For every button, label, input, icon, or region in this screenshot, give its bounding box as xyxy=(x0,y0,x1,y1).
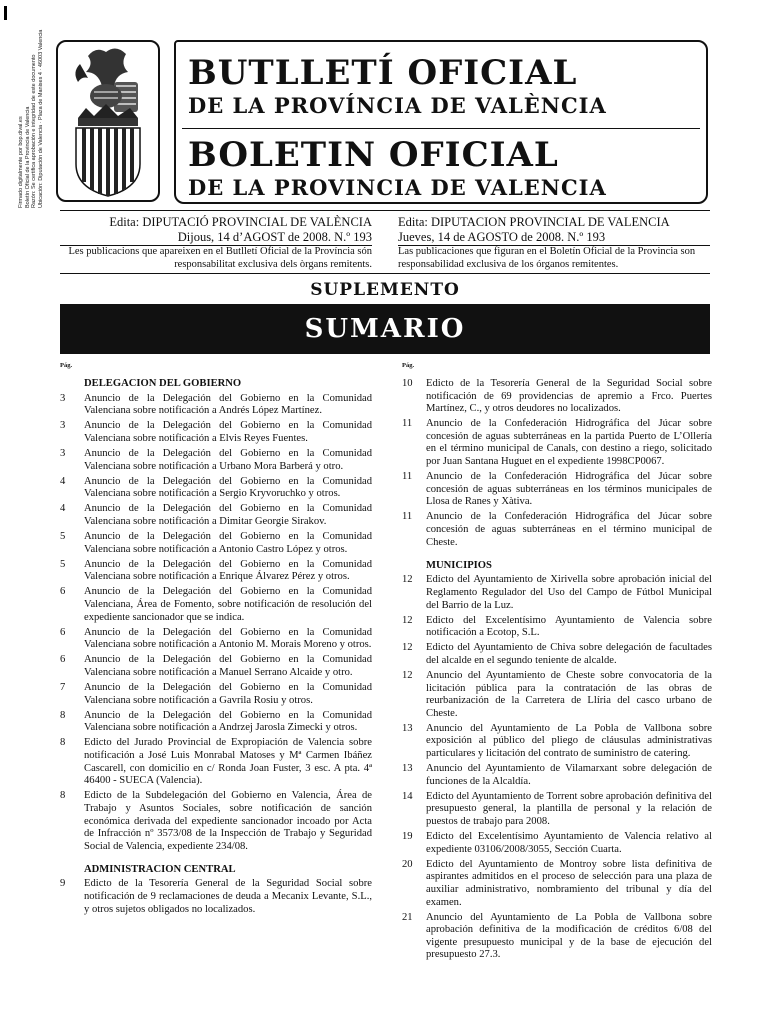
entry-page-number: 5 xyxy=(60,531,66,543)
entry-description: Anuncio de la Confederación Hidrográfica del Júcar sobre concesión de aguas subterráneas en la partida Puerto de L’Ollería en el término municipal de Canals, con destino a riego, solicitado por Juan Santana Huguet en el expediente 1998CP0067. xyxy=(426,418,712,468)
entry-description: Anuncio de la Confederación Hidrográfica del Júcar sobre concesión de aguas subterráneas en los términos municipales de Llosa de Ranes y Xàtiva. xyxy=(426,471,712,508)
summary-entry xyxy=(60,420,372,445)
summary-entry xyxy=(60,737,372,787)
entry-page-number: 4 xyxy=(60,475,66,487)
supplement-heading: SUPLEMENTO xyxy=(310,280,460,300)
summary-entry xyxy=(60,627,372,652)
entry-description: Edicto del Ayuntamiento de Xirivella sobre aprobación inicial del Reglamento Regulador del Uso del Campo de Fútbol Municipal del Barrio de la Luz. xyxy=(426,574,712,611)
summary-entry xyxy=(402,642,712,667)
section-heading: DELEGACION DEL GOBIERNO xyxy=(84,378,242,389)
publisher-line: Edita: DIPUTACIÓ PROVINCIAL DE VALÈNCIA xyxy=(109,215,372,229)
summary-entry xyxy=(60,586,372,624)
masthead-divider xyxy=(182,128,700,129)
summary-entry xyxy=(402,615,712,640)
summary-entry xyxy=(402,791,712,829)
summary-entry xyxy=(60,559,372,584)
entry-page-number: 21 xyxy=(402,911,413,923)
summary-entry xyxy=(402,574,712,612)
entry-page-number: 8 xyxy=(60,709,66,721)
summary-entry xyxy=(60,654,372,679)
note-bottom-rule xyxy=(60,273,710,274)
summary-entry xyxy=(60,878,372,916)
summary-column-left xyxy=(60,378,372,919)
entry-description: Anuncio de la Delegación del Gobierno en la Comunidad Valenciana sobre notificación a Andrzej Jarosla Zimecki y otros. xyxy=(84,709,372,734)
summary-column-right xyxy=(402,378,712,965)
entry-description: Anuncio de la Delegación del Gobierno en la Comunidad Valenciana sobre notificación a Sergio Kryvoruchko y otros. xyxy=(84,475,372,500)
summary-entry xyxy=(402,670,712,720)
entry-page-number: 8 xyxy=(60,790,66,802)
entry-page-number: 7 xyxy=(60,682,66,694)
entry-page-number: 11 xyxy=(402,418,413,430)
coat-of-arms xyxy=(56,40,160,202)
signature-line: Boletín Oficial de la Provincia de Valencia xyxy=(24,106,31,208)
summary-entry xyxy=(60,393,372,418)
entry-page-number: 3 xyxy=(60,392,66,404)
entry-page-number: 5 xyxy=(60,558,66,570)
issue-date: Jueves, 14 de AGOSTO de 2008. N.º 193 xyxy=(398,230,606,244)
summary-entry xyxy=(402,912,712,962)
entry-description: Anuncio de la Confederación Hidrográfica del Júcar sobre concesión de aguas subterráneas en el término municipal de Cheste. xyxy=(426,511,712,548)
summary-entry xyxy=(402,511,712,549)
entry-description: Edicto del Jurado Provincial de Expropiación de Valencia sobre notificación a José Luis Monrabal Matoses y Mª Carmen Ibáñez Cascarell, con domicilio en c/ Ronda Joan Fuster, 3 esc. A pta. 4ª 46400 - SUECA (Valencia). xyxy=(84,737,372,787)
header-rule xyxy=(60,210,710,211)
entry-description: Anuncio de la Delegación del Gobierno en la Comunidad Valenciana sobre notificación a Enrique Álvarez Pérez y otros. xyxy=(84,558,372,583)
summary-entry xyxy=(402,418,712,468)
section-heading: ADMINISTRACION CENTRAL xyxy=(84,863,236,875)
entry-description: Anuncio de la Delegación del Gobierno en la Comunidad Valenciana sobre notificación a Dimitar Georgie Sirakov. xyxy=(84,503,372,527)
entry-page-number: 20 xyxy=(402,858,413,870)
summary-entry xyxy=(60,790,372,853)
entry-page-number: 3 xyxy=(60,420,66,432)
signature-line: Razón: Se certifica aprobación e integridad de este documento xyxy=(31,54,37,208)
summary-entry xyxy=(60,476,372,501)
summary-entry xyxy=(402,763,712,788)
entry-description: Anuncio de la Delegación del Gobierno en la Comunidad Valenciana sobre notificación a Manuel Serrano Alcaide y otro. xyxy=(84,654,372,678)
entry-page-number: 14 xyxy=(402,790,413,802)
section-spacer xyxy=(402,552,712,560)
responsibility-note-spanish: Las publicaciones que figuran en el Boletín Oficial de la Provincia son responsabilidad exclusiva de los órganos remitentes. xyxy=(398,246,696,270)
entry-page-number: 11 xyxy=(402,471,413,483)
entry-description: Edicto del Excelentísimo Ayuntamiento de Valencia relativo al expediente 03106/2008/3055, Sección Cuarta. xyxy=(426,831,712,855)
page-column-label: Pág. xyxy=(60,362,73,369)
crop-mark xyxy=(4,6,7,20)
entry-description: Anuncio de la Delegación del Gobierno en la Comunidad Valenciana sobre notificación a Antonio M. Morais Moreno y otros. xyxy=(84,626,372,651)
entry-description: Edicto del Ayuntamiento de Chiva sobre delegación de facultades del alcalde en el segundo teniente de alcalde. xyxy=(426,642,712,666)
masthead-subtitle-valencian: DE LA PROVÍNCIA DE VALÈNCIA xyxy=(188,93,607,118)
entry-description: Edicto del Ayuntamiento de Montroy sobre lista definitiva de aspirantes admitidos en el proceso de selección para una plaza de auxiliar administrativo, nombramiento del tribunal y día del examen. xyxy=(426,858,712,908)
entry-description: Anuncio del Ayuntamiento de Cheste sobre convocatoria de la licitación pública para la contratación de las obras de reurbanización de la Carretera de Llíria del casco urbano de Cheste. xyxy=(426,669,712,719)
masthead-title-spanish: BOLETIN OFICIAL xyxy=(188,135,559,175)
publisher-line: Edita: DIPUTACION PROVINCIAL DE VALENCIA xyxy=(398,215,670,229)
page-column-label: Pág. xyxy=(402,362,415,369)
summary-entry xyxy=(60,682,372,707)
entry-page-number: 9 xyxy=(60,878,66,890)
entry-description: Edicto de la Tesorería General de la Seguridad Social sobre notificación de 69 providencias de apremio a Frco. Puertes Martínez, C., y otros deudores no localizados. xyxy=(426,378,712,415)
entry-description: Anuncio del Ayuntamiento de La Pobla de Vallbona sobre exposición al público del pliego de cláusulas administrativas particulares y licitación del contrato de suministro de catering. xyxy=(426,722,712,760)
entry-page-number: 19 xyxy=(402,831,413,843)
entry-page-number: 4 xyxy=(60,503,66,515)
entry-description: Anuncio del Ayuntamiento de Vilamarxant sobre delegación de funciones de la Alcaldía. xyxy=(426,763,712,787)
entry-page-number: 13 xyxy=(402,763,413,775)
entry-page-number: 12 xyxy=(402,614,413,626)
summary-entry xyxy=(60,710,372,735)
summary-banner: SUMARIO xyxy=(60,304,710,354)
entry-page-number: 13 xyxy=(402,722,413,734)
entry-description: Anuncio de la Delegación del Gobierno en la Comunidad Valenciana sobre notificación a Urbano Mora Barberá y otro. xyxy=(84,447,372,472)
entry-description: Anuncio de la Delegación del Gobierno en la Comunidad Valenciana sobre notificación a Antonio Castro López y otros. xyxy=(84,531,372,555)
signature-line: Ubicación: Diputación de Valencia · Plaza de Manises 4 · 46003 Valencia xyxy=(37,29,44,208)
entry-description: Anuncio de la Delegación del Gobierno en la Comunidad Valenciana, Área de Fomento, sobre notificación de resolución del expediente sancionador que se indica. xyxy=(84,586,372,623)
entry-page-number: 6 xyxy=(60,654,66,666)
publisher-info-spanish xyxy=(398,215,718,245)
summary-entry xyxy=(60,503,372,528)
entry-page-number: 11 xyxy=(402,511,413,523)
entry-page-number: 6 xyxy=(60,586,66,598)
section-spacer xyxy=(60,856,372,864)
entry-page-number: 12 xyxy=(402,574,413,586)
summary-entry xyxy=(60,531,372,556)
publisher-info-valencian xyxy=(60,215,372,245)
masthead-title-valencian: BUTLLETÍ OFICIAL xyxy=(188,53,578,93)
signature-line: Firmado digitalmente por bop.dival.es xyxy=(18,116,24,208)
coat-of-arms-icon xyxy=(58,42,158,200)
entry-description: Edicto de la Subdelegación del Gobierno en Valencia, Área de Trabajo y Asuntos Sociales, sobre notificación de sanción económica derivada del expediente sancionador incoado por Acta de Infracción nº 3573/08 de la Inspección de Trabajo y Seguridad Social de Valencia, expediente 234/08. xyxy=(84,790,372,852)
masthead-title xyxy=(174,40,708,204)
entry-page-number: 3 xyxy=(60,447,66,459)
entry-page-number: 6 xyxy=(60,626,66,638)
summary-entry xyxy=(402,859,712,909)
summary-entry xyxy=(402,723,712,761)
entry-description: Edicto del Ayuntamiento de Torrent sobre aprobación definitiva del presupuesto general, la plantilla de personal y la relación de puestos de trabajo para 2008. xyxy=(426,790,712,827)
summary-entry xyxy=(60,448,372,473)
responsibility-note-valencian: Les publicacions que apareixen en el Butlletí Oficial de la Província són responsabilitat exclusiva dels òrgans remitents. xyxy=(68,246,372,270)
section-heading: MUNICIPIOS xyxy=(426,559,492,571)
summary-entry xyxy=(402,831,712,856)
entry-page-number: 8 xyxy=(60,737,66,749)
entry-description: Anuncio de la Delegación del Gobierno en la Comunidad Valenciana sobre notificación a Gavrila Rosiu y otros. xyxy=(84,682,372,706)
entry-page-number: 12 xyxy=(402,669,413,681)
entry-description: Anuncio del Ayuntamiento de La Pobla de Vallbona sobre aprobación definitiva de la modificación de créditos 6/08 del vigente presupuesto municipal y de la base de ejecución del presupuesto 27.3. xyxy=(426,911,712,961)
entry-description: Edicto de la Tesorería General de la Seguridad Social sobre notificación de 9 reclamaciones de deuda a Mecanix Levante, S.L., y otros sujetos obligados no localizados. xyxy=(84,878,372,915)
entry-description: Anuncio de la Delegación del Gobierno en la Comunidad Valenciana sobre notificación a Elvis Reyes Fuentes. xyxy=(84,420,372,444)
entry-page-number: 10 xyxy=(402,378,413,389)
entry-description: Edicto del Excelentísimo Ayuntamiento de Valencia sobre notificación a Ecotop, S.L. xyxy=(426,614,712,639)
digital-signature-note xyxy=(18,18,44,208)
entry-description: Anuncio de la Delegación del Gobierno en la Comunidad Valenciana sobre notificación a Andrés López Martínez. xyxy=(84,392,372,417)
entry-page-number: 12 xyxy=(402,642,413,654)
summary-entry xyxy=(402,471,712,509)
issue-date: Dijous, 14 d’AGOST de 2008. N.º 193 xyxy=(177,230,372,244)
summary-entry xyxy=(402,378,712,416)
masthead-subtitle-spanish: DE LA PROVINCIA DE VALENCIA xyxy=(188,175,607,200)
